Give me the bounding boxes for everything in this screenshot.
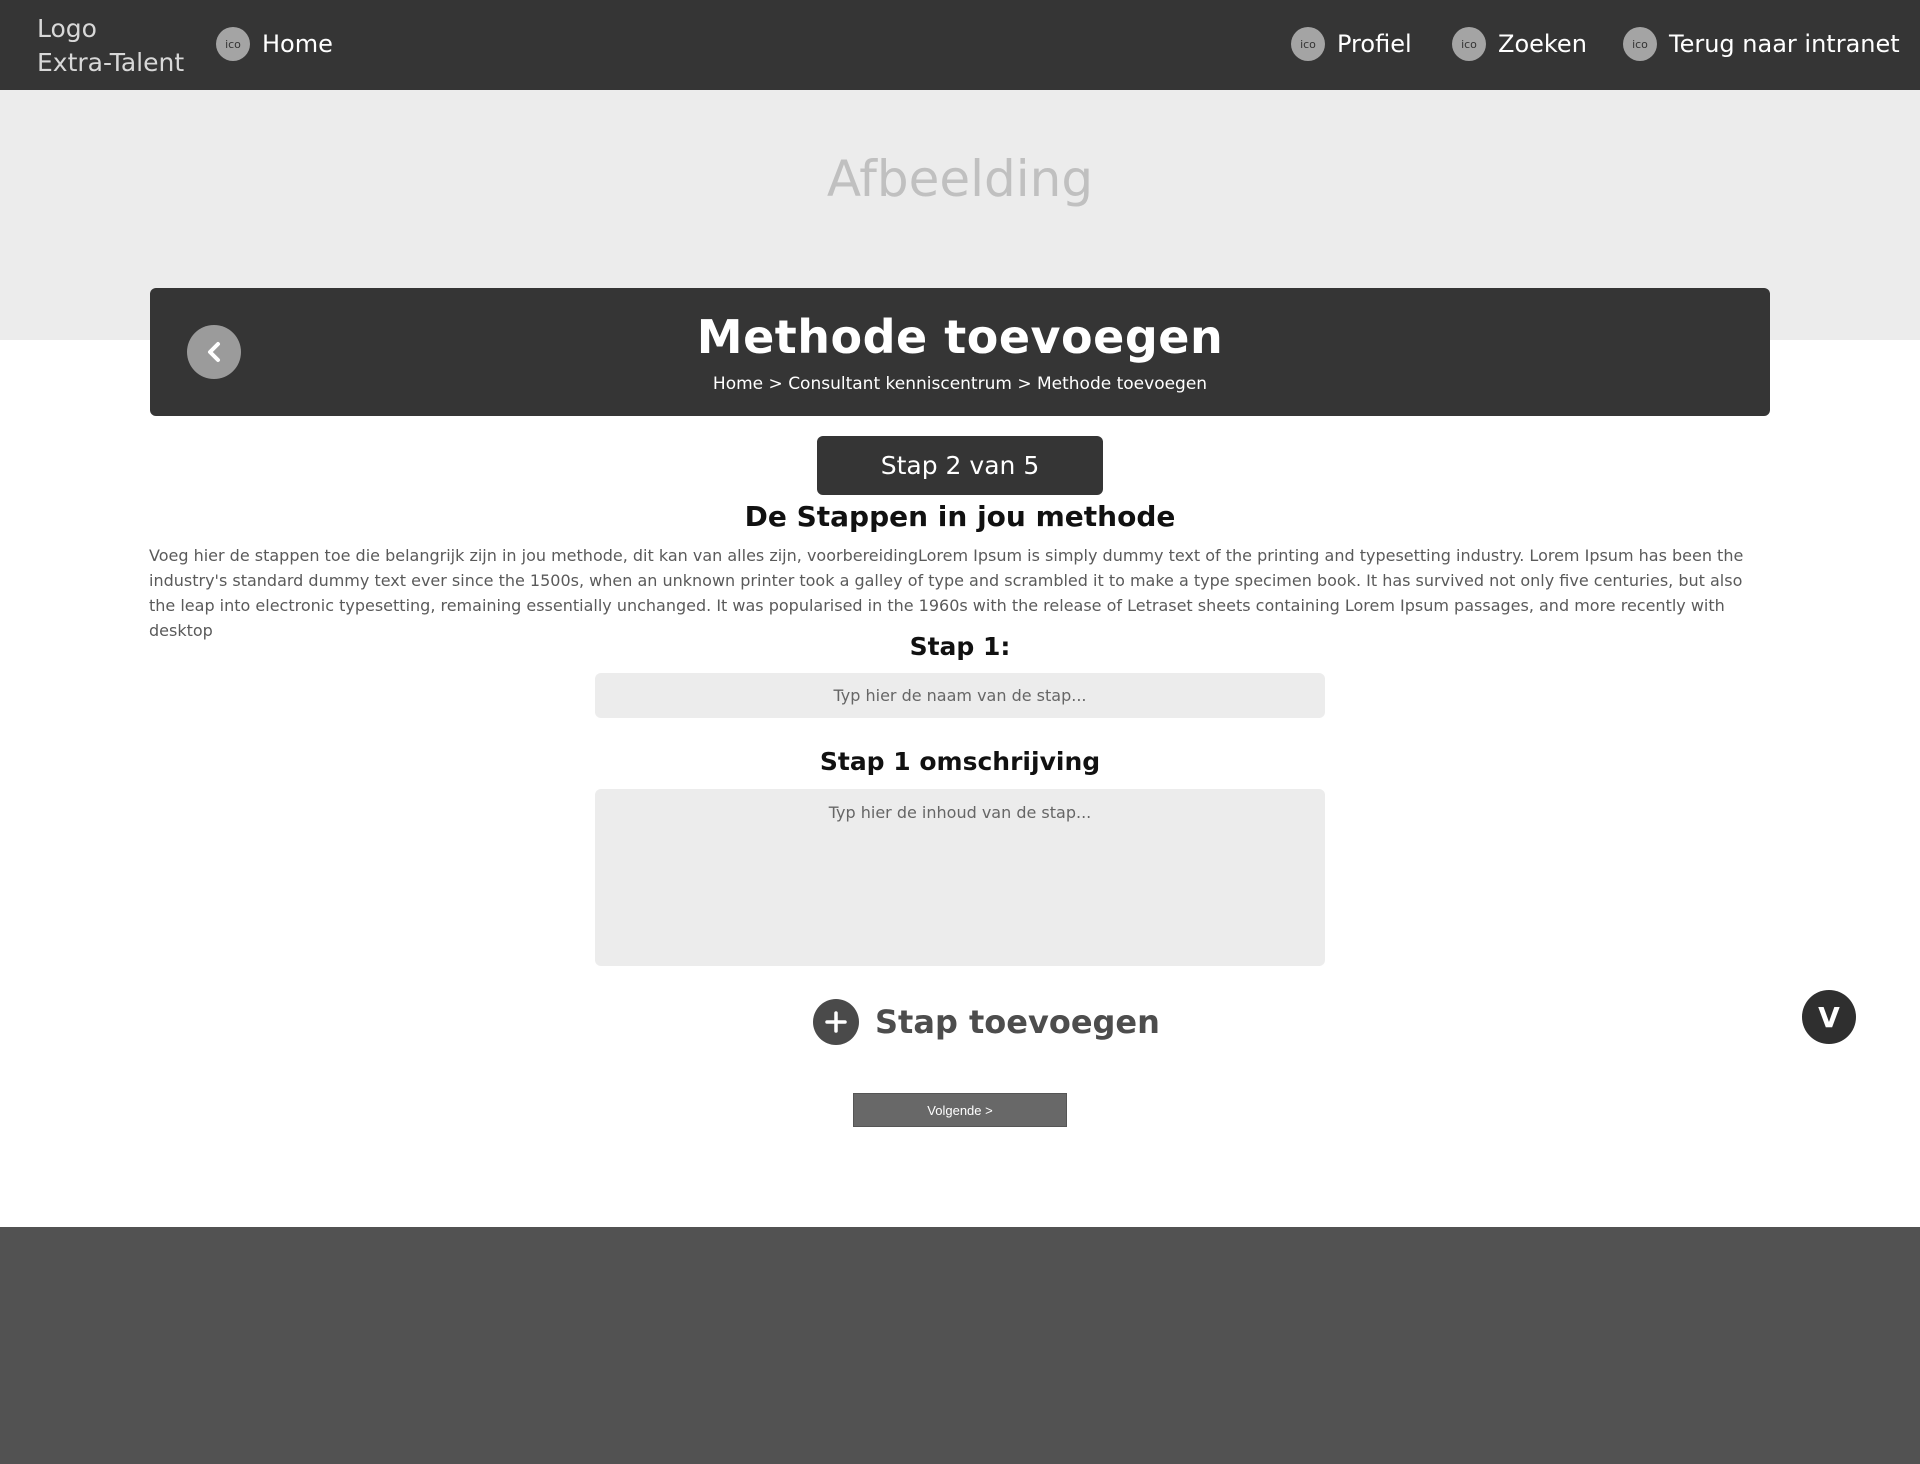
breadcrumb-section[interactable]: Consultant kenniscentrum bbox=[788, 374, 1012, 394]
breadcrumb bbox=[150, 374, 1770, 394]
floating-action-button[interactable]: V bbox=[1802, 990, 1856, 1044]
nav-search-label: Zoeken bbox=[1498, 30, 1587, 58]
step-name-input[interactable] bbox=[595, 673, 1325, 718]
add-step-button[interactable] bbox=[813, 998, 1160, 1046]
breadcrumb-home[interactable]: Home bbox=[712, 374, 764, 394]
breadcrumb-current: Methode toevoegen bbox=[1036, 374, 1208, 394]
nav-home-label: Home bbox=[262, 30, 333, 58]
nav-search[interactable] bbox=[1452, 26, 1587, 62]
page-title: Methode toevoegen bbox=[696, 310, 1224, 364]
title-panel bbox=[150, 288, 1770, 416]
logo-line-2: Extra-Talent bbox=[37, 48, 185, 77]
step-description-label: Stap 1 omschrijving bbox=[819, 747, 1101, 776]
top-navigation bbox=[0, 0, 1920, 90]
step-indicator: Stap 2 van 5 bbox=[817, 436, 1103, 495]
breadcrumb-separator: > bbox=[1011, 374, 1037, 394]
nav-home[interactable] bbox=[216, 26, 333, 62]
intro-text: Voeg hier de stappen toe die belangrijk zijn in jou methode, dit kan van alles zijn, voorbereidingLorem Ipsum is simply dummy text of the printing and typesetting industry. Lorem Ipsum has been the industry's standard dummy text ever since the 1500s, when an unknown printer took a galley of type and scrambled it to make a type specimen book. It has survived not only five centuries, but also the leap into electronic typesetting, remaining essentially unchanged. It was popularised in the 1960s with the release of Letraset sheets containing Lorem Ipsum passages, and more recently with desktop bbox=[149, 546, 1744, 640]
step-name-label: Stap 1: bbox=[909, 632, 1011, 661]
step-description-textarea[interactable] bbox=[595, 789, 1325, 966]
profile-icon: ico bbox=[1291, 27, 1325, 61]
nav-profile-label: Profiel bbox=[1337, 30, 1412, 58]
breadcrumb-separator: > bbox=[763, 374, 789, 394]
nav-profile[interactable] bbox=[1291, 26, 1412, 62]
hero-label: Afbeelding bbox=[826, 150, 1094, 208]
logo-line-1: Logo bbox=[37, 14, 97, 43]
home-icon: ico bbox=[216, 27, 250, 61]
nav-intranet-label: Terug naar intranet bbox=[1669, 30, 1900, 58]
add-step-label: Stap toevoegen bbox=[875, 1003, 1160, 1041]
section-title: De Stappen in jou methode bbox=[744, 500, 1176, 533]
next-button[interactable]: Volgende > bbox=[853, 1093, 1067, 1127]
search-icon: ico bbox=[1452, 27, 1486, 61]
plus-icon bbox=[813, 999, 859, 1045]
logo[interactable] bbox=[37, 12, 184, 80]
intranet-icon: ico bbox=[1623, 27, 1657, 61]
footer bbox=[0, 1227, 1920, 1464]
nav-back-to-intranet[interactable] bbox=[1623, 26, 1900, 62]
plus-glyph bbox=[824, 1010, 848, 1034]
